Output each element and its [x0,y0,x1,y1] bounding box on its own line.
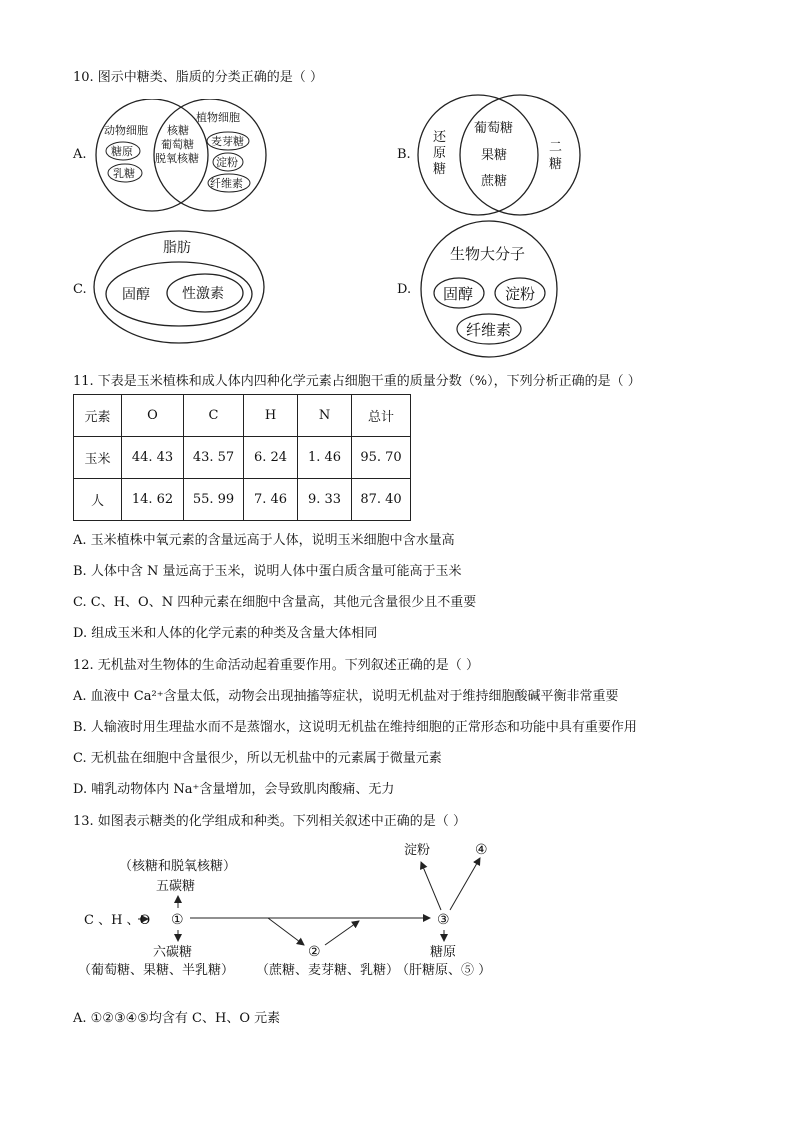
node-4: ④ [475,842,488,858]
elements-label: C 、H 、O [84,913,151,928]
table-cell: 55. 99 [184,479,244,521]
q10-diagram-d [419,218,559,360]
q11-stem: 11. 下表是玉米植株和成人体内四种化学元素占细胞干重的质量分数（%），下列分析正确的是（ ） [73,374,641,389]
a-left-item-2: 乳糖 [113,167,135,180]
q10-option-b-label: B. [397,147,411,162]
q10-diagram-a [94,99,270,214]
q10-option-d-label: D. [397,282,412,297]
glycogen-note: （肝糖原、⑤ ） [396,963,492,978]
a-right-title: 植物细胞 [196,111,240,124]
hexose-label: 六碳糖 [153,945,193,960]
glycogen-label: 糖原 [430,945,457,960]
a-center-item-2: 葡萄糖 [161,138,194,151]
q10-option-a-label: A. [73,147,87,162]
2-to-main-arrow [325,921,359,945]
a-right-item-2: 淀粉 [216,156,238,169]
q12-option-d: D. 哺乳动物体内 Na⁺含量增加，会导致肌肉酸痛、无力 [73,782,395,797]
b-center-item-1: 葡萄糖 [474,121,514,136]
table-cell: 44. 43 [122,437,184,479]
b-center-item-2: 果糖 [481,148,508,163]
starch-label: 淀粉 [404,843,431,858]
pentose-label: 五碳糖 [156,879,196,894]
q11-option-d: D. 组成玉米和人体的化学元素的种类及含量大体相同 [73,626,378,641]
q10-option-c-label: C. [73,282,87,297]
a-left-title: 动物细胞 [104,124,148,137]
b-center-item-3: 蔗糖 [481,174,508,189]
q12-stem: 12. 无机盐对生物体的生命活动起着重要作用。下列叙述正确的是（ ） [73,658,479,673]
table-cell: 43. 57 [184,437,244,479]
3-to-4-arrow [450,858,480,910]
a-center-item-1: 核糖 [167,124,189,137]
q12-option-c: C. 无机盐在细胞中含量很少，所以无机盐中的元素属于微量元素 [73,751,442,766]
c-inner-label: 性激素 [182,286,224,302]
d-item-1: 固醇 [443,285,474,303]
table-cell: 95. 70 [352,437,411,479]
b-left-char-2: 原 [433,146,447,161]
a-right-item-3: 纤维素 [210,177,243,190]
q13-option-a: A. ①②③④⑤均含有 C、H、O 元素 [73,1011,281,1026]
to-2-arrow [268,918,304,945]
table-header-cell: O [122,395,184,437]
table-header-row [74,395,411,437]
table-cell: 玉米 [74,437,122,479]
table-cell: 7. 46 [244,479,298,521]
d-item-3: 纤维素 [466,321,512,339]
q11-option-c: C. C、H、O、N 四种元素在细胞中含量高，其他元含量很少且不重要 [73,595,477,610]
b-left-char-1: 还 [433,130,447,145]
q11-option-b: B. 人体中含 N 量远高于玉米，说明人体中蛋白质含量可能高于玉米 [73,564,462,579]
a-left-item-1: 糖原 [111,145,133,158]
disaccharide-note: （蔗糖、麦芽糖、乳糖） [256,963,400,978]
q13-sugar-diagram [78,835,538,985]
table-header-cell: 总计 [352,395,411,437]
b-right-char-2: 糖 [549,157,563,172]
b-right-char-1: 二 [549,140,563,155]
c-outer-label: 脂肪 [163,240,191,256]
table-cell: 87. 40 [352,479,411,521]
table-header-cell: H [244,395,298,437]
node-3: ③ [437,912,450,928]
q10-diagram-b [416,93,582,217]
3-to-starch-arrow [421,862,441,910]
q12-option-a: A. 血液中 Ca²⁺含量太低，动物会出现抽搐等症状，说明无机盐对于维持细胞酸碱平衡非常重要 [73,689,619,704]
q10-stem: 10. 图示中糖类、脂质的分类正确的是（ ） [73,70,323,85]
table-cell: 1. 46 [298,437,352,479]
node-2: ② [308,944,321,960]
hexose-note: （葡萄糖、果糖、半乳糖） [78,963,235,978]
b-left-char-3: 糖 [433,162,447,177]
q13-stem: 13. 如图表示糖类的化学组成和种类。下列相关叙述中正确的是（ ） [73,814,466,829]
table-header-cell: N [298,395,352,437]
c-middle-label: 固醇 [122,287,150,303]
q12-option-b: B. 人输液时用生理盐水而不是蒸馏水，这说明无机盐在维持细胞的正常形态和功能中具有重要作用 [73,720,637,735]
element-table [73,394,411,521]
d-item-2: 淀粉 [505,285,536,303]
d-outer-label: 生物大分子 [450,245,526,263]
table-cell: 人 [74,479,122,521]
node-1: ① [171,912,184,928]
table-header-cell: C [184,395,244,437]
table-cell: 14. 62 [122,479,184,521]
a-right-item-1: 麦芽糖 [211,135,244,148]
q11-option-a: A. 玉米植株中氧元素的含量远高于人体，说明玉米细胞中含水量高 [73,533,455,548]
table-cell: 9. 33 [298,479,352,521]
table-header-cell: 元素 [74,395,122,437]
a-center-item-3: 脱氧核糖 [155,152,199,165]
table-cell: 6. 24 [244,437,298,479]
q10-diagram-c [93,230,265,346]
table-row [74,437,411,479]
pentose-note: （核糖和脱氧核糖） [119,859,237,874]
table-row [74,479,411,521]
